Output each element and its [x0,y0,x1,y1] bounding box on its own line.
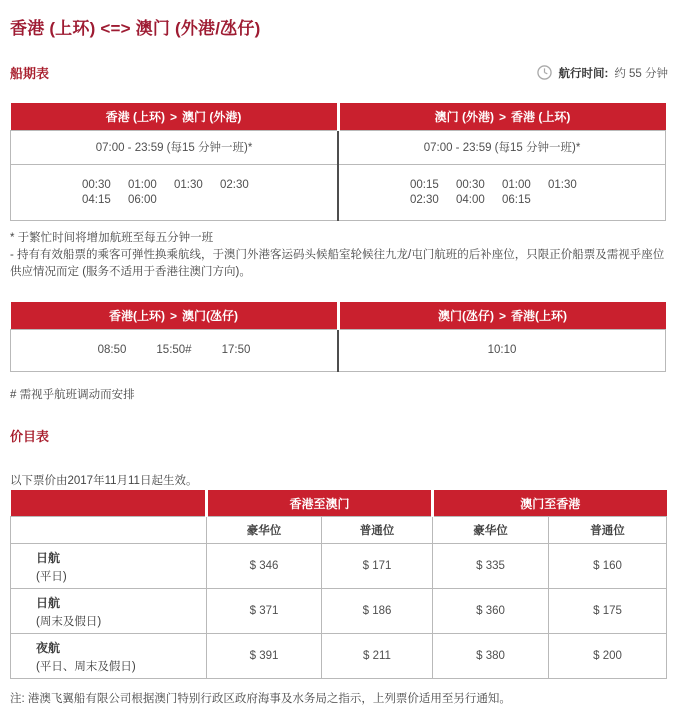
price-header-macau-to-hk: 澳门至香港 [433,490,667,517]
times-cell-right [338,329,666,371]
time-value: 04:15 [82,193,111,206]
time-value: 08:50 [97,344,127,357]
row-sublabel: (平日) [36,570,67,583]
times-cell-left [11,329,339,371]
taipa-note: # 需视乎航班调动而安排 [10,388,135,401]
row-label: 日航 [36,550,61,565]
time-value: 01:30 [174,178,203,191]
row-sublabel: (平日、周末及假日) [36,660,136,673]
frequency-cell-right: 07:00 - 23:59 (每15 分钟一班)* [338,130,666,164]
row-label-cell [11,589,207,634]
price-row-night [11,634,667,679]
price-row-day-weekday [11,544,667,589]
price-header-empty [11,490,207,517]
clock-icon [537,65,552,80]
route-to: 香港 (上环) [511,109,571,124]
travel-time [537,65,668,81]
schedule-table-outer-harbour [10,103,666,221]
schedule-heading: 船期表 [10,66,50,81]
schedule-note [10,230,666,282]
row-sublabel: (周末及假日) [36,615,102,628]
price-cell: $ 360 [433,589,549,634]
route-from: 香港(上环) [108,309,165,323]
price-cell: $ 346 [207,544,322,589]
price-cell: $ 211 [322,634,433,679]
price-cell: $ 186 [322,589,433,634]
time-grid [410,179,594,206]
subheader-economy-class: 普通位 [322,517,433,544]
time-value: 01:00 [128,178,157,191]
price-row-day-weekend [11,589,667,634]
price-cell: $ 380 [433,634,549,679]
price-cell: $ 175 [549,589,667,634]
schedule-table-header-hk-to-macau [11,103,339,130]
price-heading: 价目表 [10,428,50,444]
row-label-cell [11,634,207,679]
subheader-economy-class: 普通位 [549,517,667,544]
route-to: 澳门(氹仔) [182,309,238,323]
time-line [98,344,251,356]
effective-date-note: 以下票价由2017年11月11日起生效。 [10,474,198,487]
note-line: * 于繁忙时间将增加航班至每五分钟一班 [10,231,214,244]
price-cell: $ 371 [207,589,322,634]
time-value: 15:50# [156,344,192,357]
time-value: 17:50 [221,344,251,357]
time-value: 02:30 [220,178,249,191]
schedule-table-header-taipa-to-hk [338,302,666,329]
price-cell: $ 391 [207,634,322,679]
route-from: 澳门(氹仔) [437,309,494,323]
price-header-hk-to-macau: 香港至澳门 [207,490,433,517]
time-grid [82,179,266,206]
time-value: 06:00 [128,193,157,206]
schedule-table-header-macau-to-hk [338,103,666,130]
route-from: 香港 (上环) [105,109,165,124]
page-title: 香港 (上环) <=> 澳门 (外港/氹仔) [10,19,261,38]
time-value: 00:30 [456,178,485,191]
frequency-cell-left: 07:00 - 23:59 (每15 分钟一班)* [11,130,339,164]
time-value: 10:10 [487,344,517,357]
arrow-right-icon: > [498,309,506,323]
arrow-right-icon: > [169,309,177,323]
route-from: 澳门 (外港) [434,109,494,124]
schedule-section-bar [10,63,668,82]
route-to: 香港(上环) [511,309,567,323]
subheader-deluxe-class: 豪华位 [207,517,322,544]
times-cell-left [11,164,339,220]
time-value: 02:30 [410,193,439,206]
time-line [488,344,517,356]
times-cell-right [338,164,666,220]
price-table [10,490,667,680]
schedule-table-header-hk-to-taipa [11,302,339,329]
subheader-deluxe-class: 豪华位 [433,517,549,544]
price-cell: $ 335 [433,544,549,589]
price-footer-note: 注: 港澳飞翼船有限公司根据澳门特别行政区政府海事及水务局之指示，上列票价适用至另行通知。 [10,693,511,706]
travel-time-label: 航行时间: [558,67,609,80]
row-label-cell [11,544,207,589]
route-to: 澳门 (外港) [182,109,242,124]
note-line: - 持有有效船票的乘客可弹性换乘航线，于澳门外港客运码头候船室轮候往九龙/屯门航班的后补座位，只限正价船票及需视乎座位供应情况而定 (服务不适用于香港往澳门方向)。 [10,248,665,278]
price-cell: $ 171 [322,544,433,589]
price-cell: $ 200 [549,634,667,679]
subheader-empty [11,517,207,544]
travel-time-value: 约 55 分钟 [614,67,668,80]
time-value: 04:00 [456,193,485,206]
time-value: 06:15 [502,193,531,206]
arrow-right-icon: > [498,109,506,124]
schedule-table-taipa [10,302,666,372]
time-value: 01:30 [548,178,577,191]
time-value: 00:15 [410,178,439,191]
price-cell: $ 160 [549,544,667,589]
time-value: 00:30 [82,178,111,191]
time-value: 01:00 [502,178,531,191]
row-label: 夜航 [36,640,61,655]
row-label: 日航 [36,595,61,610]
arrow-right-icon: > [169,109,177,124]
